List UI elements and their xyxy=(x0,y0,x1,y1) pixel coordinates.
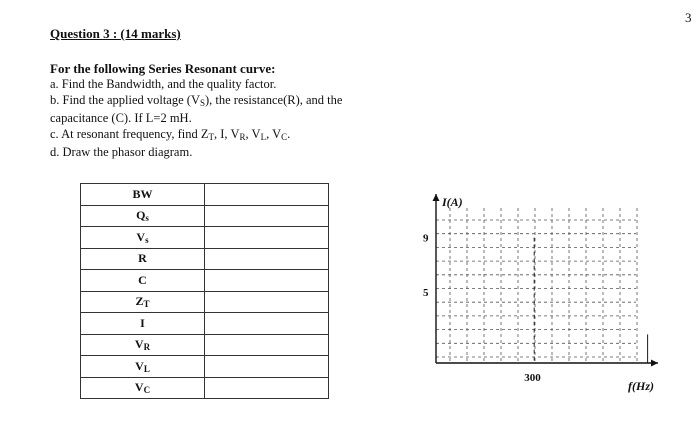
y-tick-label: 5 xyxy=(423,287,429,299)
row-label: BW xyxy=(81,184,205,206)
row-label: R xyxy=(81,248,205,270)
x-tick-label: 300 xyxy=(524,372,541,384)
x-axis-arrow xyxy=(651,360,658,367)
table-row xyxy=(81,313,329,335)
table-row xyxy=(81,377,329,399)
y-axis-arrow xyxy=(433,194,440,201)
row-label: $V_L$ xyxy=(81,356,205,378)
question-title: Question 3 : (14 marks) xyxy=(50,26,181,41)
row-label: C xyxy=(81,270,205,292)
y-tick-label: 9 xyxy=(423,232,429,245)
resonance-curve-chart xyxy=(400,180,690,400)
row-label: $V_R$ xyxy=(81,334,205,356)
row-label: I xyxy=(81,313,205,335)
row-label: $V_C$ xyxy=(81,377,205,399)
answer-cell[interactable] xyxy=(205,205,329,227)
row-label: $V_s$ xyxy=(81,227,205,249)
table-row xyxy=(81,334,329,356)
answer-table xyxy=(80,183,329,399)
part-c: c. At resonant frequency, find $Z_T$, I, $V_R$, $V_L$, $V_C$. xyxy=(50,126,291,142)
answer-cell[interactable] xyxy=(205,270,329,292)
table-row xyxy=(81,184,329,206)
answer-cell[interactable] xyxy=(205,291,329,313)
row-label: $Q_s$ xyxy=(81,205,205,227)
question-intro: For the following Series Resonant curve: xyxy=(50,61,276,76)
x-axis-label: f(Hz) xyxy=(628,379,654,393)
table-row xyxy=(81,270,329,292)
answer-cell[interactable] xyxy=(205,227,329,249)
y-axis-label: I(A) xyxy=(442,195,463,209)
question-parts xyxy=(50,77,410,161)
answer-cell[interactable] xyxy=(205,377,329,399)
table-row xyxy=(81,248,329,270)
answer-cell[interactable] xyxy=(205,248,329,270)
part-b-line2: capacitance (C). If L=2 mH. xyxy=(50,111,192,125)
answer-cell[interactable] xyxy=(205,184,329,206)
table-row xyxy=(81,291,329,313)
part-b-line1: b. Find the applied voltage $(V_S)$, the resistance(R), and the xyxy=(50,92,343,108)
answer-cell[interactable] xyxy=(205,356,329,378)
part-a: a. Find the Bandwidth, and the quality factor. xyxy=(50,77,277,91)
row-label: $Z_T$ xyxy=(81,291,205,313)
table-row xyxy=(81,356,329,378)
table-row xyxy=(81,227,329,249)
part-d: d. Draw the phasor diagram. xyxy=(50,145,193,159)
page-number: 3 xyxy=(685,10,692,25)
table-row xyxy=(81,205,329,227)
answer-cell[interactable] xyxy=(205,313,329,335)
answer-cell[interactable] xyxy=(205,334,329,356)
